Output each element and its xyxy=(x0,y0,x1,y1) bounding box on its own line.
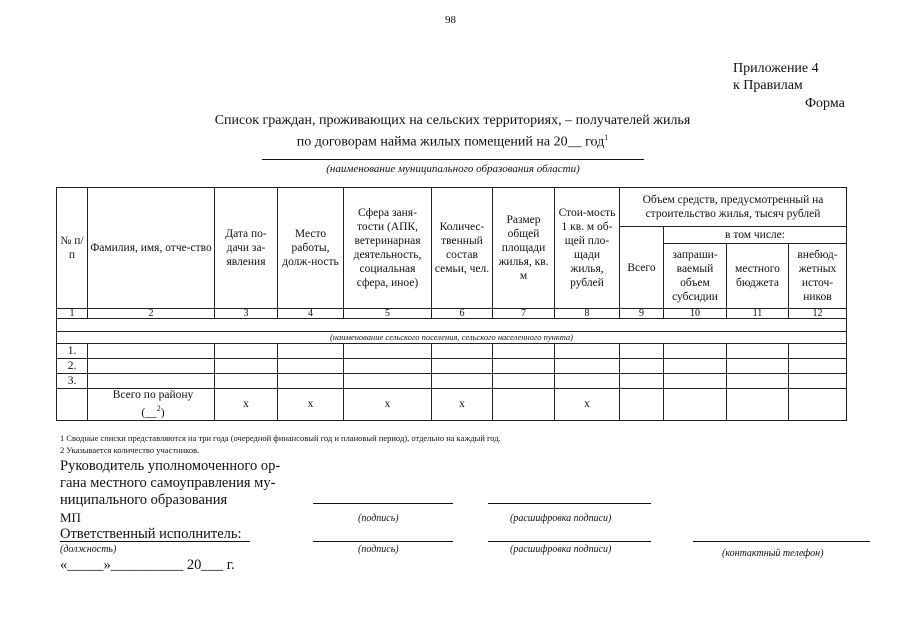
date-line: «_____»__________ 20___ г. xyxy=(60,557,235,573)
table-row xyxy=(57,359,847,374)
settlement-row xyxy=(57,332,847,344)
appendix-header xyxy=(733,60,819,94)
executor-signature-caption: (подпись) xyxy=(358,544,399,555)
table-row xyxy=(57,374,847,389)
title-footnote-mark: 1 xyxy=(604,133,609,142)
footnote-2: 2 Указывается количество участников. xyxy=(60,445,200,455)
appendix-rules: к Правилам xyxy=(733,78,803,93)
header-area: Размер общей площади жилья, кв. м xyxy=(493,188,555,309)
col-number: 4 xyxy=(278,309,344,319)
header-including: в том числе: xyxy=(664,227,847,244)
footnote-1: 1 Сводные списки представляются на три года (очередной финансовый год и плановый период), отдельно на каждый год. xyxy=(60,433,501,443)
head-decryption-line xyxy=(488,503,651,504)
col-number: 2 xyxy=(88,309,215,319)
total-mark: х xyxy=(555,389,620,421)
head-title-line-2: гана местного самоуправления му- xyxy=(60,475,276,491)
col-number: 3 xyxy=(215,309,278,319)
header-offbudget: внебюд-жетных источ-ников xyxy=(789,244,847,309)
col-number: 7 xyxy=(493,309,555,319)
header-date: Дата по-дачи за-явления xyxy=(215,188,278,309)
total-mark: х xyxy=(215,389,278,421)
settlement-caption: (наименование сельского поселения, сельского населенного пункта) xyxy=(57,332,847,344)
page-number: 98 xyxy=(445,14,456,26)
form-label: Форма xyxy=(805,96,845,111)
total-mark: х xyxy=(344,389,432,421)
head-title-line-3: ниципального образования xyxy=(60,492,228,508)
total-mark: х xyxy=(432,389,493,421)
header-funds: Объем средств, предусмотренный на строительство жилья, тысяч рублей xyxy=(620,188,847,227)
col-number: 5 xyxy=(344,309,432,319)
header-total: Всего xyxy=(620,227,664,309)
executor-decryption-caption: (расшифровка подписи) xyxy=(510,544,612,555)
row-number: 3. xyxy=(57,374,88,389)
header-requested: запраши-ваемый объем субсидии xyxy=(664,244,727,309)
col-number: 11 xyxy=(727,309,789,319)
column-number-row xyxy=(57,309,847,319)
blank-row xyxy=(57,319,847,332)
executor-phone-line xyxy=(693,541,870,542)
row-number: 2. xyxy=(57,359,88,374)
municipality-caption: (наименование муниципального образования области) xyxy=(326,163,580,175)
appendix-number: Приложение 4 xyxy=(733,61,819,76)
stamp-place: МП xyxy=(60,510,81,525)
col-number: 9 xyxy=(620,309,664,319)
executor-label: Ответственный исполнитель: xyxy=(60,526,242,542)
header-name: Фамилия, имя, отче-ство xyxy=(88,188,215,309)
total-label: Всего по району (__$^2$) xyxy=(88,389,215,421)
head-title-line-1: Руководитель уполномоченного ор- xyxy=(60,458,281,474)
col-number: 10 xyxy=(664,309,727,319)
row-number: 1. xyxy=(57,344,88,359)
header-work: Место работы, долж-ность xyxy=(278,188,344,309)
table-row xyxy=(57,344,847,359)
col-number: 1 xyxy=(57,309,88,319)
header-num: № п/п xyxy=(57,188,88,309)
total-row xyxy=(57,389,847,421)
document-title xyxy=(0,112,905,151)
header-cost: Стои-мость 1 кв. м об-щей пло-щади жилья, рублей xyxy=(555,188,620,309)
municipality-fill-line xyxy=(262,159,644,160)
title-line-1: Список граждан, проживающих на сельских территориях, – получателей жилья xyxy=(214,113,691,128)
total-mark: х xyxy=(278,389,344,421)
executor-position-line xyxy=(60,541,250,542)
title-line-2: по договорам найма жилых помещений на 20__ год$^1$ xyxy=(296,133,609,150)
col-number: 6 xyxy=(432,309,493,319)
head-signature-caption: (подпись) xyxy=(358,513,399,524)
executor-decryption-line xyxy=(488,541,651,542)
col-number: 8 xyxy=(555,309,620,319)
header-sphere: Сфера заня-тости (АПК, ветеринарная деятельность, социальная сфера, иное) xyxy=(344,188,432,309)
col-number: 12 xyxy=(789,309,847,319)
position-caption: (должность) xyxy=(60,544,117,555)
header-local: местного бюджета xyxy=(727,244,789,309)
head-decryption-caption: (расшифровка подписи) xyxy=(510,513,612,524)
header-family: Количес-твенный состав семьи, чел. xyxy=(432,188,493,309)
phone-caption: (контактный телефон) xyxy=(722,548,824,559)
executor-signature-line xyxy=(313,541,453,542)
recipients-table xyxy=(56,187,847,421)
head-signature-line xyxy=(313,503,453,504)
